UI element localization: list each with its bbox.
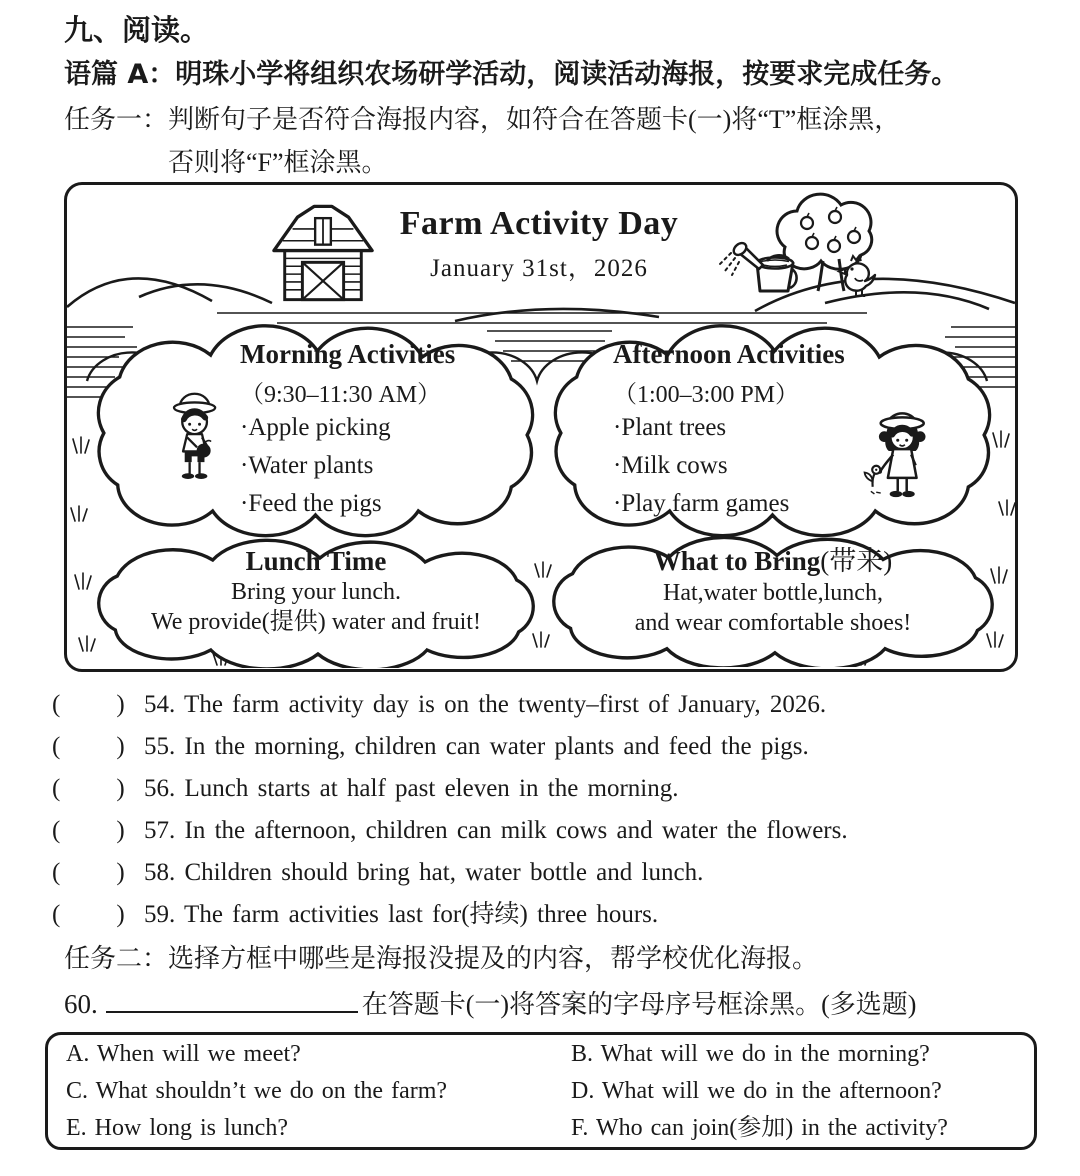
- answer-bracket: ( ): [52, 733, 127, 760]
- poster-title: Farm Activity Day: [399, 205, 679, 242]
- answer-bracket: ( ): [52, 775, 127, 802]
- morning-item: ·Feed the pigs: [240, 490, 382, 517]
- question-row-57: [52, 810, 1052, 852]
- lunch-title: Lunch Time: [245, 546, 387, 576]
- true-false-questions: [52, 684, 1052, 936]
- bring-line: Hat,water bottle,lunch,: [663, 580, 883, 606]
- options-box: [45, 1032, 1037, 1150]
- question-row-58: [52, 852, 1052, 894]
- farm-activity-poster: [64, 182, 1018, 672]
- morning-activities-cloud: [92, 315, 537, 543]
- option-f: F. Who can join(参加) in the activity?: [571, 1114, 948, 1141]
- afternoon-time: （1:00–3:00 PM）: [613, 382, 800, 408]
- question-row-59: [52, 894, 1052, 936]
- what-to-bring-cloud: [547, 525, 999, 667]
- question-60: [64, 984, 916, 1021]
- option-b: B. What will we do in the morning?: [571, 1040, 930, 1067]
- option-d: D. What will we do in the afternoon?: [571, 1077, 942, 1104]
- question-row-56: [52, 768, 1052, 810]
- girl-planting-illustration: [854, 399, 954, 511]
- task2-instruction: 任务二：选择方框中哪些是海报没提及的内容，帮学校优化海报。: [64, 944, 819, 973]
- option-c: C. What shouldn’t we do on the farm?: [66, 1077, 448, 1104]
- morning-item: ·Water plants: [240, 452, 374, 479]
- option-e: E. How long is lunch?: [66, 1114, 288, 1141]
- poster-title-block: [329, 205, 749, 284]
- task1-instruction-line1: 任务一：判断句子是否符合海报内容，如符合在答题卡(一)将“T”框涂黑，: [64, 105, 901, 134]
- afternoon-title: Afternoon Activities: [613, 339, 845, 369]
- question-60-number: 60.: [64, 989, 98, 1019]
- question-row-54: [52, 684, 1052, 726]
- answer-bracket: ( ): [52, 901, 127, 928]
- question-60-text: 在答题卡(一)将答案的字母序号框涂黑。(多选题): [361, 990, 917, 1019]
- question-text: 56. Lunch starts at half past eleven in the morning.: [144, 775, 679, 802]
- bring-line: and wear comfortable shoes!: [634, 610, 912, 636]
- afternoon-item: ·Play farm games: [613, 490, 790, 517]
- poster-date: January 31st，2026: [430, 255, 648, 282]
- option-a: A. When will we meet?: [66, 1040, 301, 1067]
- question-text: 58. Children should bring hat, water bottle and lunch.: [144, 859, 704, 886]
- afternoon-item: ·Milk cows: [613, 452, 728, 479]
- answer-bracket: ( ): [52, 817, 127, 844]
- morning-item: ·Apple picking: [240, 414, 391, 441]
- bring-title-note: (带来): [820, 546, 893, 576]
- afternoon-activities-cloud: [549, 315, 994, 543]
- question-text: 59. The farm activities last for(持续) three hours.: [144, 901, 659, 928]
- morning-title: Morning Activities: [240, 339, 456, 369]
- answer-bracket: ( ): [52, 859, 127, 886]
- question-text: 54. The farm activity day is on the twenty–first of January, 2026.: [144, 691, 827, 718]
- bring-title: What to Bring(带来): [653, 546, 893, 576]
- lunch-time-cloud: [92, 528, 540, 668]
- answer-blank: [106, 987, 358, 1013]
- question-text: 57. In the afternoon, children can milk cows and water the flowers.: [144, 817, 848, 844]
- lunch-line: We provide(提供) water and fruit!: [151, 609, 481, 635]
- task1-instruction-line2: 否则将“F”框涂黑。: [168, 148, 388, 177]
- morning-time: （9:30–11:30 AM）: [240, 382, 442, 408]
- afternoon-item: ·Plant trees: [613, 414, 727, 441]
- answer-bracket: ( ): [52, 691, 127, 718]
- lunch-line: Bring your lunch.: [231, 579, 401, 605]
- question-text: 55. In the morning, children can water plants and feed the pigs.: [144, 733, 809, 760]
- question-row-55: [52, 726, 1052, 768]
- boy-picking-apple-illustration: [160, 379, 230, 495]
- apple-tree-illustration: [709, 189, 885, 297]
- section-title: 九、阅读。: [64, 13, 210, 47]
- passage-intro: 语篇 A：明珠小学将组织农场研学活动，阅读活动海报，按要求完成任务。: [64, 59, 959, 90]
